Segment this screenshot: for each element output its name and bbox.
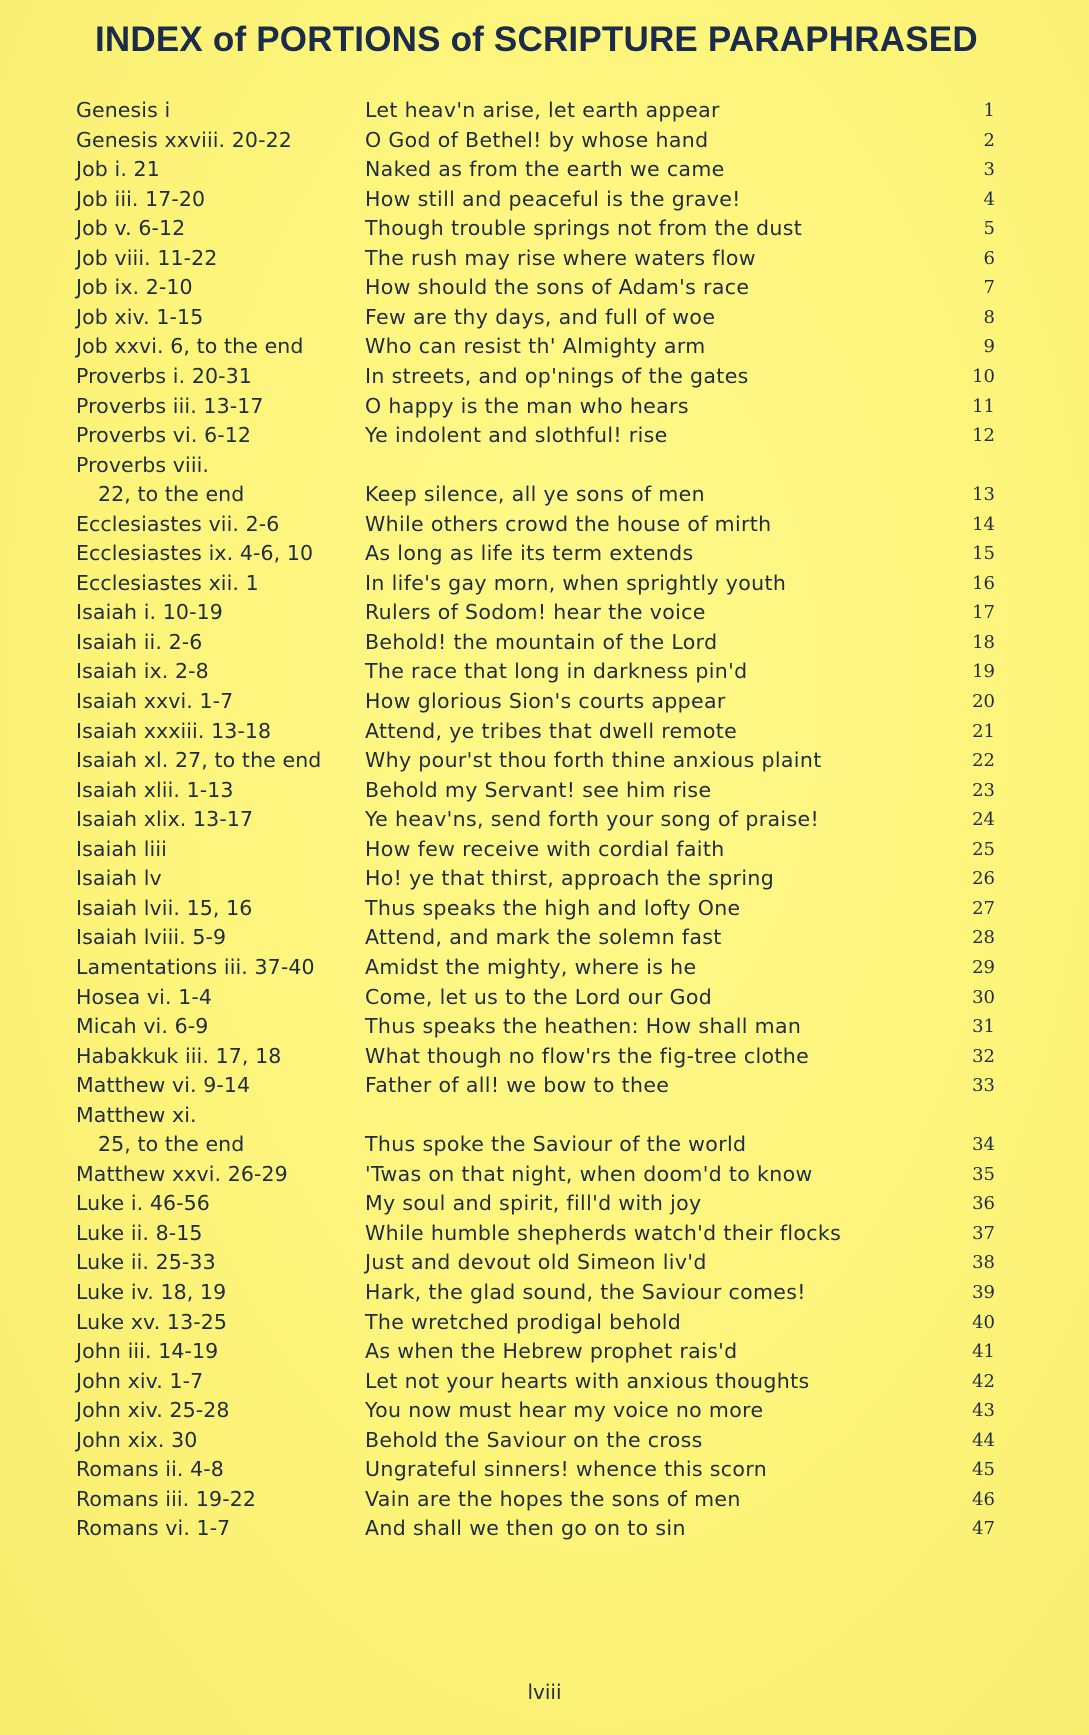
index-entry (0, 689, 1089, 719)
paraphrase-number: 28 (972, 927, 995, 949)
scripture-reference: Matthew xxvi. 26-29 (76, 1161, 288, 1186)
scripture-reference: Habakkuk iii. 17, 18 (76, 1043, 282, 1068)
index-entry (0, 571, 1089, 601)
scripture-reference: Isaiah lv (76, 866, 162, 891)
paraphrase-number: 32 (972, 1045, 995, 1067)
scripture-reference: Genesis xxviii. 20-22 (76, 127, 292, 152)
first-line: The wretched prodigal behold (365, 1309, 682, 1334)
index-entry (0, 866, 1089, 896)
index-entry (0, 1310, 1089, 1340)
paraphrase-number: 14 (972, 513, 995, 535)
page-title: INDEX of PORTIONS of SCRIPTURE PARAPHRASED (95, 20, 978, 59)
index-entry (0, 1339, 1089, 1369)
index-entry (0, 187, 1089, 217)
first-line: How still and peaceful is the grave! (365, 186, 741, 211)
scripture-reference: Romans iii. 19-22 (76, 1486, 256, 1511)
index-entry (0, 1073, 1089, 1103)
index-entry (0, 955, 1089, 985)
scripture-reference: John xix. 30 (76, 1427, 198, 1452)
paraphrase-number: 41 (972, 1341, 995, 1363)
paraphrase-number: 31 (972, 1016, 995, 1038)
paraphrase-number: 7 (983, 277, 995, 299)
index-entry (0, 541, 1089, 571)
paraphrase-number: 23 (972, 779, 995, 801)
scripture-reference: Proverbs vi. 6-12 (76, 423, 251, 448)
index-entry (0, 630, 1089, 660)
first-line: Few are thy days, and full of woe (365, 304, 716, 329)
scripture-reference: Isaiah ix. 2-8 (76, 659, 209, 684)
first-line: Behold the Saviour on the cross (365, 1427, 703, 1452)
paraphrase-number: 40 (972, 1311, 995, 1333)
index-entry (0, 334, 1089, 364)
paraphrase-number: 3 (983, 159, 995, 181)
scripture-reference: Hosea vi. 1-4 (76, 984, 212, 1009)
first-line: And shall we then go on to sin (365, 1516, 686, 1541)
first-line: Attend, ye tribes that dwell remote (365, 718, 738, 743)
index-entry (0, 1457, 1089, 1487)
index-entry (0, 837, 1089, 867)
first-line: Who can resist th' Almighty arm (365, 334, 706, 359)
index-entry (0, 453, 1089, 483)
first-line: While humble shepherds watch'd their flocks (365, 1220, 842, 1245)
paraphrase-number: 11 (972, 395, 995, 417)
paraphrase-number: 25 (972, 838, 995, 860)
first-line: While others crowd the house of mirth (365, 511, 772, 536)
scripture-reference: Micah vi. 6-9 (76, 1014, 209, 1039)
paraphrase-number: 18 (972, 631, 995, 653)
scripture-reference: Genesis i (76, 98, 171, 122)
paraphrase-number: 27 (972, 897, 995, 919)
index-entry (0, 778, 1089, 808)
paraphrase-number: 16 (972, 572, 995, 594)
index-entry (0, 1044, 1089, 1074)
index-entry (0, 896, 1089, 926)
scripture-reference: Isaiah liii (76, 836, 167, 861)
index-entry (0, 1398, 1089, 1428)
scripture-reference: Isaiah xxxiii. 13-18 (76, 718, 272, 743)
first-line: Ye indolent and slothful! rise (365, 423, 668, 448)
paraphrase-number: 43 (972, 1400, 995, 1422)
first-line: The race that long in darkness pin'd (365, 659, 748, 684)
first-line: In life's gay morn, when sprightly youth (365, 570, 787, 595)
first-line: Let heav'n arise, let earth appear (365, 98, 720, 122)
index-entry (0, 1516, 1089, 1546)
first-line: In streets, and op'nings of the gates (365, 363, 749, 388)
first-line: Attend, and mark the solemn fast (365, 925, 722, 950)
index-entry (0, 1428, 1089, 1458)
first-line: 'Twas on that night, when doom'd to know (365, 1161, 813, 1186)
scripture-reference: Romans vi. 1-7 (76, 1516, 231, 1541)
scripture-reference: Isaiah ii. 2-6 (76, 629, 203, 654)
index-entry (0, 157, 1089, 187)
first-line: O God of Bethel! by whose hand (365, 127, 709, 152)
index-entry (0, 1369, 1089, 1399)
paraphrase-number: 39 (972, 1282, 995, 1303)
scripture-reference: Proverbs iii. 13-17 (76, 393, 264, 418)
first-line: Thus speaks the high and lofty One (365, 895, 741, 920)
paraphrase-number: 15 (972, 543, 995, 565)
scripture-reference: Job xxvi. 6, to the end (76, 334, 304, 359)
paraphrase-number: 46 (972, 1488, 995, 1510)
first-line: The rush may rise where waters flow (365, 245, 756, 270)
paraphrase-number: 42 (972, 1370, 995, 1392)
scripture-reference: Isaiah lvii. 15, 16 (76, 895, 253, 920)
paraphrase-number: 47 (972, 1518, 995, 1540)
paraphrase-number: 45 (972, 1459, 995, 1481)
scripture-reference: Isaiah xxvi. 1-7 (76, 689, 234, 713)
scripture-reference: Lamentations iii. 37-40 (76, 954, 315, 979)
first-line: Hark, the glad sound, the Saviour comes! (365, 1280, 806, 1304)
first-line: Father of all! we bow to thee (365, 1073, 670, 1098)
paraphrase-number: 36 (972, 1193, 995, 1215)
paraphrase-number: 22 (972, 750, 995, 772)
scripture-reference: Ecclesiastes vii. 2-6 (76, 511, 280, 536)
first-line: Naked as from the earth we came (365, 157, 725, 182)
index-entry (0, 1487, 1089, 1517)
index-entry (0, 1103, 1089, 1133)
scripture-reference: Proverbs i. 20-31 (76, 363, 252, 388)
scripture-reference: Luke ii. 25-33 (76, 1250, 216, 1275)
first-line: Why pour'st thou forth thine anxious plaint (365, 748, 822, 773)
scripture-reference: John xiv. 25-28 (76, 1398, 230, 1423)
paraphrase-number: 29 (972, 956, 995, 978)
scripture-reference: Isaiah lviii. 5-9 (76, 925, 227, 950)
paraphrase-number: 34 (972, 1134, 995, 1156)
paraphrase-number: 21 (972, 720, 995, 742)
scripture-reference: Luke ii. 8-15 (76, 1220, 203, 1245)
first-line: My soul and spirit, fill'd with joy (365, 1191, 702, 1216)
paraphrase-number: 20 (972, 691, 995, 712)
scripture-reference: Proverbs viii. (76, 452, 210, 477)
scripture-reference: Isaiah xlii. 1-13 (76, 777, 234, 802)
index-entry (0, 1014, 1089, 1044)
index-entry (0, 1280, 1089, 1310)
scripture-reference: Job xiv. 1-15 (76, 304, 204, 329)
paraphrase-number: 37 (972, 1222, 995, 1244)
first-line: Though trouble springs not from the dust (365, 216, 803, 241)
index-entry (0, 1250, 1089, 1280)
first-line: Thus speaks the heathen: How shall man (365, 1014, 802, 1039)
scripture-reference: Luke i. 46-56 (76, 1191, 210, 1216)
index-entry (0, 275, 1089, 305)
first-line: As when the Hebrew prophet rais'd (365, 1339, 738, 1364)
scripture-reference: Luke iv. 18, 19 (76, 1280, 227, 1304)
scripture-reference-continued: 25, to the end (98, 1132, 245, 1157)
scripture-reference: Job ix. 2-10 (76, 275, 193, 300)
index-entry (0, 659, 1089, 689)
paraphrase-number: 13 (972, 484, 995, 506)
page-number: lviii (527, 1680, 562, 1704)
first-line: Behold my Servant! see him rise (365, 777, 712, 802)
index-entry (0, 305, 1089, 335)
first-line: Behold! the mountain of the Lord (365, 629, 718, 654)
index-entry-continued (0, 482, 1089, 512)
paraphrase-number: 5 (983, 218, 995, 240)
paraphrase-number: 44 (972, 1429, 995, 1451)
first-line: Rulers of Sodom! hear the voice (365, 600, 706, 625)
scripture-reference: Isaiah xl. 27, to the end (76, 748, 322, 773)
scripture-reference: Luke xv. 13-25 (76, 1309, 227, 1334)
first-line: Vain are the hopes the sons of men (365, 1486, 741, 1511)
paraphrase-number: 30 (972, 986, 995, 1008)
paraphrase-number: 24 (972, 809, 995, 831)
first-line: How glorious Sion's courts appear (365, 689, 726, 713)
paraphrase-number: 8 (983, 306, 995, 328)
first-line: Ye heav'ns, send forth your song of praise! (365, 807, 820, 832)
index-entry (0, 748, 1089, 778)
first-line: Amidst the mighty, where is he (365, 954, 697, 979)
paraphrase-number: 1 (983, 100, 995, 121)
scripture-reference-continued: 22, to the end (98, 482, 245, 507)
paraphrase-number: 26 (972, 868, 995, 890)
paraphrase-number: 38 (972, 1252, 995, 1274)
scripture-reference: John iii. 14-19 (76, 1339, 219, 1364)
scripture-reference: Matthew vi. 9-14 (76, 1073, 251, 1098)
scripture-reference: Job i. 21 (76, 157, 160, 182)
paraphrase-number: 33 (972, 1075, 995, 1097)
paraphrase-number: 12 (972, 425, 995, 447)
first-line: Just and devout old Simeon liv'd (365, 1250, 707, 1275)
first-line: As long as life its term extends (365, 541, 694, 566)
index-entry (0, 1162, 1089, 1192)
scripture-reference: Job v. 6-12 (76, 216, 186, 241)
index-entry (0, 512, 1089, 542)
first-line: Ho! ye that thirst, approach the spring (365, 866, 775, 891)
first-line: How few receive with cordial faith (365, 836, 725, 861)
scripture-reference: Isaiah i. 10-19 (76, 600, 223, 625)
scripture-reference: Job iii. 17-20 (76, 186, 206, 211)
index-entry (0, 216, 1089, 246)
first-line: Ungrateful sinners! whence this scorn (365, 1457, 768, 1482)
index-entry (0, 423, 1089, 453)
index-entry (0, 807, 1089, 837)
first-line: Keep silence, all ye sons of men (365, 482, 705, 507)
scripture-reference: Job viii. 11-22 (76, 245, 218, 270)
index-entry (0, 364, 1089, 394)
index-entry (0, 719, 1089, 749)
first-line: How should the sons of Adam's race (365, 275, 750, 300)
first-line: O happy is the man who hears (365, 393, 689, 418)
index-entry (0, 1221, 1089, 1251)
index-entry (0, 925, 1089, 955)
index-entry (0, 1191, 1089, 1221)
scripture-reference: Matthew xi. (76, 1102, 197, 1127)
paraphrase-number: 10 (972, 365, 995, 387)
scripture-reference: Ecclesiastes ix. 4-6, 10 (76, 541, 314, 566)
first-line: You now must hear my voice no more (365, 1398, 764, 1423)
scripture-reference: Romans ii. 4-8 (76, 1457, 224, 1482)
index-entry (0, 985, 1089, 1015)
paraphrase-number: 35 (972, 1163, 995, 1185)
paraphrase-number: 4 (983, 188, 995, 210)
first-line: Let not your hearts with anxious thoughts (365, 1368, 810, 1393)
scripture-reference: John xiv. 1-7 (76, 1368, 204, 1393)
paraphrase-number: 19 (972, 661, 995, 683)
paraphrase-number: 17 (972, 602, 995, 624)
scripture-reference: Ecclesiastes xii. 1 (76, 570, 259, 595)
index-entry (0, 600, 1089, 630)
first-line: Thus spoke the Saviour of the world (365, 1132, 747, 1157)
index-entry (0, 394, 1089, 424)
index-entry (0, 98, 1089, 128)
paraphrase-number: 9 (983, 336, 995, 358)
paraphrase-number: 2 (983, 129, 995, 151)
first-line: Come, let us to the Lord our God (365, 984, 713, 1009)
index-entry (0, 128, 1089, 158)
paraphrase-number: 6 (983, 247, 995, 269)
first-line: What though no flow'rs the fig-tree clothe (365, 1043, 810, 1068)
scripture-reference: Isaiah xlix. 13-17 (76, 807, 254, 832)
index-entry-continued (0, 1132, 1089, 1162)
index-entry (0, 246, 1089, 276)
